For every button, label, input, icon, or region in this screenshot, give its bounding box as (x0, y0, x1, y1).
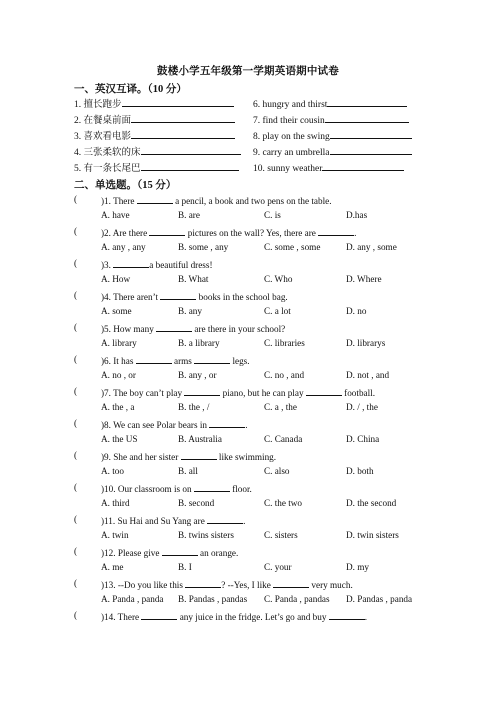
fill-blank[interactable] (207, 514, 246, 526)
translation-item (253, 96, 407, 110)
answer-option[interactable]: A. Panda , panda (101, 594, 164, 604)
answer-bracket[interactable]: ( (74, 610, 78, 620)
fill-blank[interactable] (209, 418, 248, 430)
answer-bracket[interactable]: ( (74, 386, 78, 396)
answer-option[interactable]: D. my (346, 562, 369, 572)
answer-option[interactable]: C. also (264, 466, 290, 476)
translation-prompt: 7. find their cousin (253, 116, 325, 126)
answer-option[interactable]: D.has (346, 210, 368, 220)
answer-option[interactable]: A. twin (101, 530, 129, 540)
translation-item (74, 128, 235, 142)
answer-option[interactable]: B. Pandas , pandas (178, 594, 248, 604)
question-text: very much. (309, 580, 353, 590)
fill-blank[interactable] (181, 450, 217, 460)
translation-item (74, 96, 234, 110)
question-text: ? --Yes, I like (221, 580, 274, 590)
question-stem (101, 226, 356, 238)
translation-prompt: 1. 擅长跑步 (74, 100, 122, 110)
question-text: . (245, 420, 248, 430)
answer-bracket[interactable]: ( (74, 418, 78, 428)
question-stem (101, 354, 250, 366)
answer-option[interactable]: B. What (178, 274, 209, 284)
answer-blank[interactable] (122, 96, 234, 107)
answer-blank[interactable] (141, 160, 239, 171)
question-stem (101, 482, 252, 494)
answer-option[interactable]: C. a , the (264, 402, 297, 412)
fill-blank[interactable] (185, 578, 221, 588)
fill-blank[interactable] (160, 290, 196, 300)
answer-option[interactable]: D. China (346, 434, 380, 444)
translation-item (253, 160, 404, 174)
answer-bracket[interactable]: ( (74, 546, 78, 556)
answer-option[interactable]: A. too (101, 466, 124, 476)
section1-heading: 一、英汉互译。（10 分） (74, 84, 187, 95)
question-stem (101, 450, 276, 462)
answer-option[interactable]: A. the , a (101, 402, 135, 412)
answer-blank[interactable] (131, 128, 235, 139)
translation-item (74, 160, 239, 174)
question-text: )7. The boy can’t play (101, 388, 185, 398)
answer-option[interactable]: D. no (346, 306, 367, 316)
translation-prompt: 9. carry an umbrella (253, 148, 330, 158)
fill-blank[interactable] (273, 578, 309, 588)
answer-blank[interactable] (141, 144, 241, 155)
question-stem (101, 386, 375, 398)
question-text: )4. There aren’t (101, 292, 161, 302)
fill-blank[interactable] (149, 226, 185, 236)
question-text: like swimming. (216, 452, 277, 462)
answer-option[interactable]: D. Pandas , panda (346, 594, 413, 604)
answer-option[interactable]: B. I (178, 562, 192, 572)
answer-bracket[interactable]: ( (74, 258, 78, 268)
answer-option[interactable]: A. any , any (101, 242, 146, 252)
answer-blank[interactable] (330, 144, 412, 155)
answer-option[interactable]: C. Canada (264, 434, 303, 444)
answer-bracket[interactable]: ( (74, 354, 78, 364)
question-text: books in the school bag. (196, 292, 288, 302)
answer-option[interactable]: B. any , or (178, 370, 217, 380)
fill-blank[interactable] (113, 258, 149, 268)
question-text: )8. We can see Polar bears in (101, 420, 210, 430)
translation-prompt: 5. 有一条长尾巴 (74, 164, 141, 174)
answer-option[interactable]: C. libraries (264, 338, 305, 348)
answer-option[interactable]: B. a library (178, 338, 220, 348)
fill-blank[interactable] (156, 322, 192, 332)
answer-bracket[interactable]: ( (74, 322, 78, 332)
fill-blank[interactable] (194, 354, 230, 364)
question-text: )13. --Do you like this (101, 580, 186, 590)
answer-bracket[interactable]: ( (74, 194, 78, 204)
answer-option[interactable]: D. not , and (346, 370, 390, 380)
question-text: . (364, 612, 368, 622)
question-text: . (243, 516, 246, 526)
question-text: )11. Su Hai and Su Yang are (101, 516, 208, 526)
answer-option[interactable]: B. all (178, 466, 198, 476)
fill-blank[interactable] (137, 194, 173, 204)
answer-option[interactable]: B. second (178, 498, 215, 508)
answer-option[interactable]: C. your (264, 562, 292, 572)
question-stem (101, 610, 367, 622)
question-text: )2. Are there (101, 228, 150, 238)
translation-prompt: 3. 喜欢看电影 (74, 132, 132, 142)
question-text: )6. It has (101, 356, 136, 366)
fill-blank[interactable] (141, 610, 177, 620)
answer-bracket[interactable]: ( (74, 226, 78, 236)
question-text: are there in your school? (192, 324, 286, 334)
answer-option[interactable]: C. sisters (264, 530, 298, 540)
question-stem (101, 290, 288, 302)
answer-option[interactable]: D. the second (346, 498, 397, 508)
question-text: )10. Our classroom is on (101, 484, 194, 494)
question-text: piano, but he can play (220, 388, 306, 398)
answer-option[interactable]: D. librarys (346, 338, 386, 348)
answer-option[interactable]: C. Who (264, 274, 293, 284)
answer-option[interactable]: A. have (101, 210, 130, 220)
answer-option[interactable]: A. some (101, 306, 132, 316)
answer-bracket[interactable]: ( (74, 514, 78, 524)
fill-blank[interactable] (329, 610, 368, 622)
question-stem (101, 578, 353, 590)
translation-row (74, 96, 424, 110)
question-text: )14. There (101, 612, 142, 622)
question-text: )9. She and her sister (101, 452, 181, 462)
translation-item (74, 112, 235, 126)
translation-row (74, 144, 424, 158)
section2-heading: 二、单选题。（15 分） (74, 180, 177, 191)
answer-option[interactable]: D. any , some (346, 242, 397, 252)
translation-row (74, 128, 424, 142)
question-stem (101, 258, 213, 270)
answer-blank[interactable] (330, 128, 412, 139)
answer-option[interactable]: C. some , some (264, 242, 321, 252)
translation-row (74, 112, 424, 126)
question-stem (101, 418, 248, 430)
fill-blank[interactable] (184, 386, 220, 396)
answer-option[interactable]: D. / , the (346, 402, 378, 412)
answer-option[interactable]: B. some , any (178, 242, 229, 252)
answer-option[interactable]: A. How (101, 274, 131, 284)
answer-option[interactable]: D. both (346, 466, 374, 476)
translation-item (74, 144, 241, 158)
answer-bracket[interactable]: ( (74, 450, 78, 460)
fill-blank[interactable] (194, 482, 230, 492)
question-stem (101, 546, 238, 558)
answer-option[interactable]: C. the two (264, 498, 303, 508)
answer-option[interactable]: A. no , or (101, 370, 136, 380)
answer-option[interactable]: A. me (101, 562, 124, 572)
question-text: a pencil, a book and two pens on the table. (172, 196, 332, 206)
fill-blank[interactable] (318, 226, 357, 238)
translation-row (74, 160, 424, 174)
question-text: legs. (230, 356, 250, 366)
answer-blank[interactable] (131, 112, 235, 123)
answer-option[interactable]: D. Where (346, 274, 382, 284)
page-title: 鼓楼小学五年级第一学期英语期中试卷 (157, 66, 339, 77)
answer-option[interactable]: B. the , / (178, 402, 210, 412)
answer-bracket[interactable]: ( (74, 482, 78, 492)
question-text: football. (341, 388, 376, 398)
answer-bracket[interactable]: ( (74, 290, 78, 300)
question-text: )5. How many (101, 324, 157, 334)
question-stem (101, 514, 245, 526)
question-text: floor. (229, 484, 252, 494)
question-text: arms (171, 356, 195, 366)
answer-blank[interactable] (327, 96, 407, 107)
question-text: )3. (101, 260, 114, 270)
answer-option[interactable]: A. third (101, 498, 130, 508)
question-text: an orange. (197, 548, 239, 558)
answer-option[interactable]: A. library (101, 338, 137, 348)
answer-option[interactable]: C. is (264, 210, 281, 220)
fill-blank[interactable] (162, 546, 198, 556)
question-text: . (354, 228, 357, 238)
translation-item (253, 128, 412, 142)
answer-bracket[interactable]: ( (74, 578, 78, 588)
answer-option[interactable]: C. no , and (264, 370, 305, 380)
fill-blank[interactable] (136, 354, 172, 364)
answer-option[interactable]: C. a lot (264, 306, 291, 316)
answer-option[interactable]: B. twins sisters (178, 530, 234, 540)
translation-prompt: 10. sunny weather (253, 164, 323, 174)
question-text: any juice in the fridge. Let’s go and buy (177, 612, 329, 622)
translation-item (253, 144, 412, 158)
translation-item (253, 112, 409, 126)
answer-option[interactable]: B. Australia (178, 434, 222, 444)
translation-prompt: 4. 三张柔软的床 (74, 148, 141, 158)
answer-option[interactable]: C. Panda , pandas (264, 594, 330, 604)
translation-prompt: 2. 在餐桌前面 (74, 116, 132, 126)
question-text: )12. Please give (101, 548, 162, 558)
answer-option[interactable]: D. twin sisters (346, 530, 399, 540)
answer-blank[interactable] (325, 112, 409, 123)
fill-blank[interactable] (306, 386, 342, 396)
translation-prompt: 8. play on the swing (253, 132, 330, 142)
question-text: pictures on the wall? Yes, there are (185, 228, 319, 238)
answer-blank[interactable] (322, 160, 404, 171)
question-stem (101, 194, 332, 206)
answer-option[interactable]: B. any (178, 306, 202, 316)
answer-option[interactable]: A. the US (101, 434, 138, 444)
translation-prompt: 6. hungry and thirst (253, 100, 328, 110)
question-text: a beautiful dress! (149, 260, 213, 270)
question-stem (101, 322, 285, 334)
answer-option[interactable]: B. are (178, 210, 200, 220)
question-text: )1. There (101, 196, 137, 206)
